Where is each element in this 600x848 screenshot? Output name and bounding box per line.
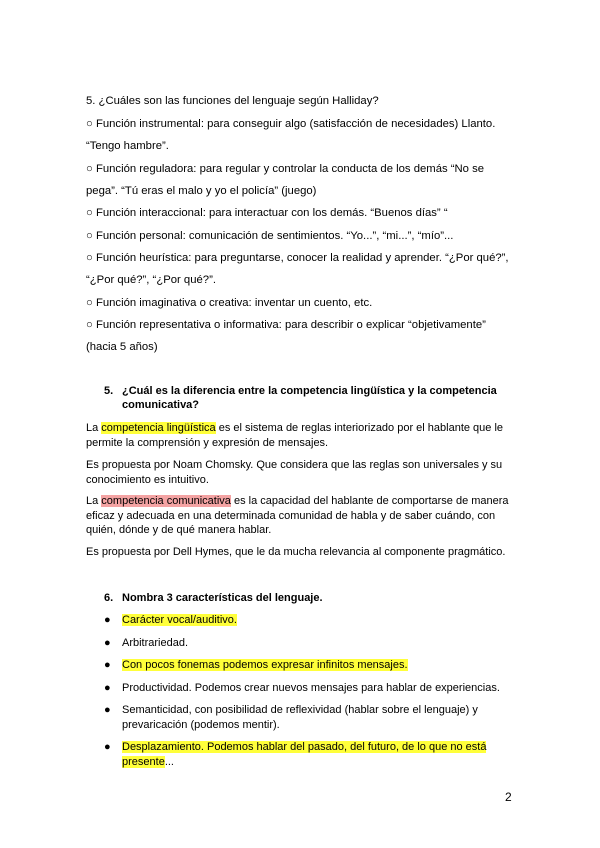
heading-text: ¿Cuál es la diferencia entre la competencia lingüística y la competencia comunicativa? bbox=[122, 385, 497, 411]
bullet-icon: ● bbox=[104, 659, 111, 671]
list-item-text: Desplazamiento. Podemos hablar del pasado, del futuro, de lo que no está presente bbox=[122, 741, 487, 768]
section-heading bbox=[104, 385, 502, 412]
list-item bbox=[104, 740, 504, 769]
bullet-icon: ● bbox=[104, 614, 111, 626]
heading-number: 6. bbox=[104, 592, 114, 604]
list-item-text: Carácter vocal/auditivo. bbox=[122, 614, 237, 626]
text: La bbox=[86, 495, 102, 507]
list-item-text: Productividad. Podemos crear nuevos mensajes para hablar de experiencias. bbox=[122, 682, 500, 694]
highlighted-term: competencia comunicativa bbox=[101, 495, 231, 507]
heading-number: 5. bbox=[104, 385, 114, 397]
list-item bbox=[104, 681, 504, 696]
heading-text: Nombra 3 características del lenguaje. bbox=[122, 592, 323, 604]
function-line: “Tengo hambre”. bbox=[86, 140, 169, 152]
question-title: 5. ¿Cuáles son las funciones del lenguaje según Halliday? bbox=[86, 95, 379, 107]
function-line: ○ Función personal: comunicación de sentimientos. “Yo...”, “mi...”, “mío”... bbox=[86, 230, 454, 242]
paragraph: Es propuesta por Dell Hymes, que le da mucha relevancia al componente pragmático. bbox=[86, 546, 506, 558]
list-item-text: Arbitrariedad. bbox=[122, 637, 189, 649]
function-line: ○ Función instrumental: para conseguir algo (satisfacción de necesidades) Llanto. bbox=[86, 118, 496, 130]
highlighted-term: competencia lingüística bbox=[101, 422, 216, 434]
list-item-text: ... bbox=[164, 755, 174, 768]
function-line: ○ Función representativa o informativa: para describir o explicar “objetivamente” bbox=[86, 319, 486, 331]
text: La bbox=[86, 422, 102, 434]
function-line: ○ Función heurística: para preguntarse, conocer la realidad y aprender. “¿Por qué?”, bbox=[86, 252, 509, 264]
page-number: 2 bbox=[505, 790, 512, 804]
text: es la capacidad del hablante de comportarse de manera eficaz y adecuada en una determinada comunidad de habla y de saber cuándo, con quién, dónde y de qué manera hablar. bbox=[86, 495, 509, 536]
list-item bbox=[104, 658, 504, 673]
list-item bbox=[104, 703, 504, 732]
paragraph: Es propuesta por Noam Chomsky. Que considera que las reglas son universales y su conocimiento es intuitivo. bbox=[86, 459, 503, 486]
list-item bbox=[104, 613, 504, 628]
bullet-icon: ● bbox=[104, 637, 111, 649]
list-item-text: Semanticidad, con posibilidad de reflexividad (hablar sobre el lenguaje) y prevaricación (podemos mentir). bbox=[122, 704, 478, 731]
bullet-icon: ● bbox=[104, 704, 111, 716]
list-item bbox=[104, 636, 504, 651]
function-line: “¿Por qué?”, “¿Por qué?”. bbox=[86, 274, 216, 286]
function-line: ○ Función imaginativa o creativa: inventar un cuento, etc. bbox=[86, 297, 373, 309]
bullet-icon: ● bbox=[104, 741, 111, 753]
function-line: pega”. “Tú eras el malo y yo el policía” (juego) bbox=[86, 185, 317, 197]
section-heading bbox=[104, 592, 502, 606]
text: es el sistema de reglas interiorizado por el hablante que le permite la comprensión y expresión de mensajes. bbox=[86, 422, 504, 449]
paragraph bbox=[86, 421, 514, 450]
paragraph bbox=[86, 494, 514, 538]
list-item-text: Con pocos fonemas podemos expresar infinitos mensajes. bbox=[122, 659, 408, 671]
function-line: (hacia 5 años) bbox=[86, 341, 158, 353]
bullet-icon: ● bbox=[104, 682, 111, 694]
function-line: ○ Función interaccional: para interactuar con los demás. “Buenos días” “ bbox=[86, 207, 448, 219]
function-line: ○ Función reguladora: para regular y controlar la conducta de los demás “No se bbox=[86, 163, 485, 175]
